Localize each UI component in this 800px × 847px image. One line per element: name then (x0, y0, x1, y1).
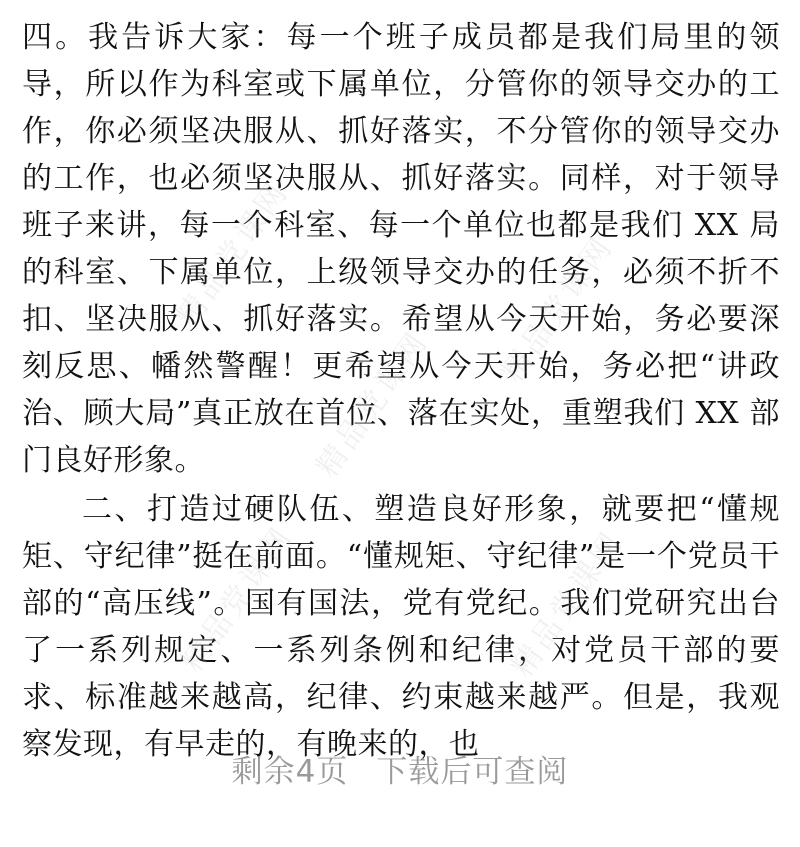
watermark-text: 精品党课网 (309, 324, 436, 484)
watermark-text: 精品党课网 (169, 174, 296, 334)
remaining-pages-label: 剩余4页 (231, 754, 349, 790)
document-body (22, 14, 780, 768)
paragraph-1: 四。我告诉大家：每一个班子成员都是我们局里的领导，所以作为科室或下属单位，分管你的领导交办的工作，你必须坚决服从、抓好落实，不分管你的领导交办的工作，也必须坚决服从、抓好落实。同样，对于领导班子来讲，每一个科室、每一个单位也都是我们 XX 局的科室、下属单位，上级领导交办的任务，必须不折不扣、坚决服从、抓好落实。希望从今天开始，务必要深刻反思、幡然警醒！更希望从今天开始，务必把“讲政治、顾大局”真正放在首位、落在实处，重塑我们 XX 部门良好形象。 (22, 20, 780, 478)
watermark-text: 精品党课网 (174, 519, 301, 679)
paragraph-2: 二、打造过硬队伍、塑造良好形象，就要把“懂规矩、守纪律”挺在前面。“懂规矩、守纪律”是一个党员干部的“高压线”。国有国法，党有党纪。我们党研究出台了一系列规定、一系列条例和纪律，对党员干部的要求、标准越来越高，纪律、约束越来越严。但是，我观察发现，有早走的，有晚来的，也 (22, 492, 780, 762)
download-hint-label: 下载后可查阅 (376, 754, 569, 790)
watermark-text: 精品党课网 (494, 229, 621, 389)
watermark-text: 精品党课网 (504, 524, 631, 684)
remaining-pages-notice[interactable] (0, 746, 800, 791)
